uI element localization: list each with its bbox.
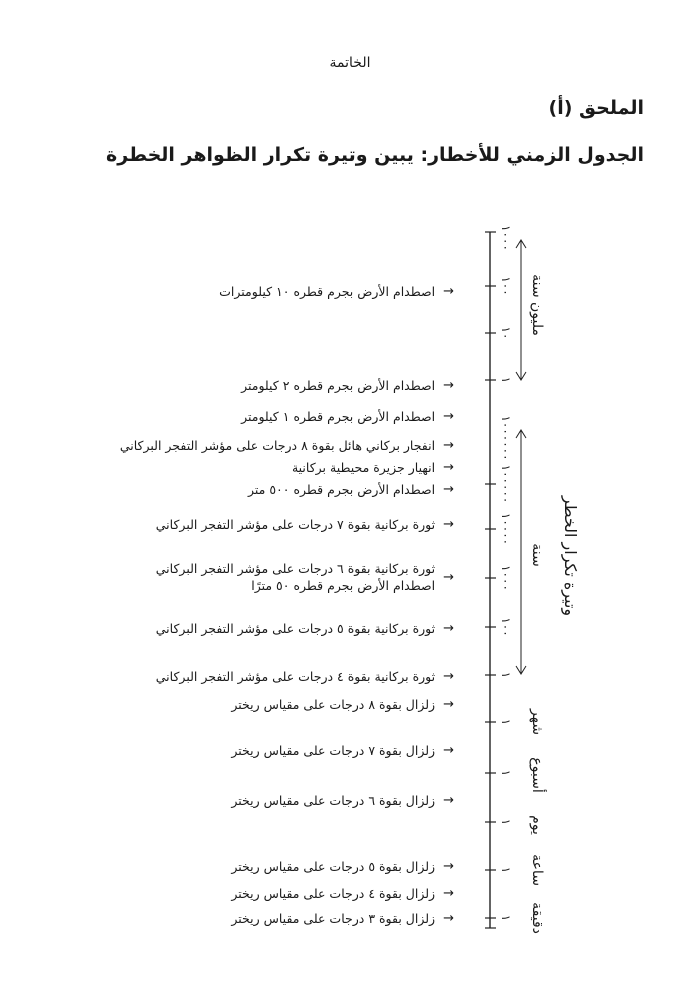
event-label: ثورة بركانية بقوة ٥ درجات على مؤشر التفجر البركاني (155, 620, 436, 636)
arrow-right-icon: → (443, 569, 454, 585)
arrow-right-icon: → (443, 858, 454, 874)
arrow-right-icon: → (443, 742, 454, 758)
period-label: يوم (529, 815, 545, 835)
event-label: زلزال بقوة ٣ درجات على مقياس ريختر (231, 910, 436, 926)
tick-label: ١٠٠ (499, 276, 513, 296)
event-label: اصطدام الأرض بجرم قطره ٢ كيلومتر (241, 377, 436, 393)
arrow-right-icon: → (443, 910, 454, 926)
event-label: زلزال بقوة ٨ درجات على مقياس ريختر (231, 696, 436, 712)
tick-label: ١٠٠٠ (499, 565, 513, 591)
event-row (241, 377, 454, 394)
event-label: انفجار بركاني هائل بقوة ٨ درجات على مؤشر التفجر البركاني (119, 437, 436, 453)
event-row (231, 885, 454, 902)
arrow-right-icon: → (443, 516, 454, 532)
arrow-right-icon: → (443, 696, 454, 712)
period-label: سنة (529, 543, 545, 567)
tick-label: ١٠٠٠٠٠ (499, 464, 513, 504)
period-label: أسبوع (529, 757, 545, 793)
event-label: ثورة بركانية بقوة ٧ درجات على مؤشر التفجر البركاني (155, 516, 436, 532)
event-label: اصطدام الأرض بجرم قطره ١ كيلومتر (241, 408, 436, 424)
tick-label: ١٠٠٠ (499, 225, 513, 251)
period-label: ساعة (529, 854, 545, 886)
event-row (292, 459, 454, 476)
event-label: اصطدام الأرض بجرم قطره ٥٠٠ متر (247, 481, 436, 497)
event-label: زلزال بقوة ٧ درجات على مقياس ريختر (231, 742, 436, 758)
tick-label: ١٠٠٠٠٠٠ (499, 415, 513, 461)
arrow-right-icon: → (443, 408, 454, 424)
tick-label: ١٠ (499, 326, 513, 340)
event-label: ثورة بركانية بقوة ٤ درجات على مؤشر التفجر البركاني (155, 668, 436, 684)
event-row (219, 283, 454, 300)
event-row (156, 620, 454, 637)
period-label: دقيقة (529, 902, 545, 934)
event-row (156, 668, 454, 685)
event-label: اصطدام الأرض بجرم قطره ١٠ كيلومترات (219, 283, 436, 299)
event-row (156, 560, 454, 594)
event-row (231, 696, 454, 713)
event-row (248, 481, 454, 498)
event-row (241, 408, 454, 425)
tick-label: ١ (499, 866, 513, 874)
tick-label: ١ (499, 671, 513, 679)
event-label: اصطدام الأرض بجرم قطره ٥٠ مترًا (251, 578, 436, 593)
arrow-right-icon: → (443, 620, 454, 636)
arrow-right-icon: → (443, 792, 454, 808)
period-label: شهر (529, 709, 545, 735)
arrow-right-icon: → (443, 459, 454, 475)
arrow-right-icon: → (443, 885, 454, 901)
tick-label: ١٠٠ (499, 617, 513, 637)
axis-title: وتيرة تكرار الخطر (561, 495, 580, 617)
event-row (231, 910, 454, 927)
arrow-right-icon: → (443, 283, 454, 299)
tick-label: ١ (499, 376, 513, 384)
arrow-right-icon: → (443, 377, 454, 393)
event-label: زلزال بقوة ٤ درجات على مقياس ريختر (231, 885, 436, 901)
running-head: الخاتمة (329, 55, 371, 71)
arrow-right-icon: → (443, 437, 454, 453)
event-row (120, 437, 454, 454)
event-label: انهيار جزيرة محيطية بركانية (291, 459, 436, 475)
period-label: مليون سنة (529, 274, 545, 336)
tick-label: ١ (499, 769, 513, 777)
appendix-title: الملحق (أ) (548, 97, 644, 119)
tick-label: ١ (499, 718, 513, 726)
event-row (231, 742, 454, 759)
event-row (231, 792, 454, 809)
tick-label: ١ (499, 914, 513, 922)
tick-label: ١ (499, 818, 513, 826)
event-row (231, 858, 454, 875)
event-row (156, 516, 454, 533)
event-label: ثورة بركانية بقوة ٦ درجات على مؤشر التفجر البركاني (155, 561, 436, 576)
table-title: الجدول الزمني للأخطار: يبين وتيرة تكرار الظواهر الخطرة (106, 144, 644, 166)
arrow-right-icon: → (443, 481, 454, 497)
tick-label: ١٠٠٠٠ (499, 512, 513, 546)
arrow-right-icon: → (443, 668, 454, 684)
event-label: زلزال بقوة ٥ درجات على مقياس ريختر (231, 858, 436, 874)
event-label: زلزال بقوة ٦ درجات على مقياس ريختر (231, 792, 436, 808)
